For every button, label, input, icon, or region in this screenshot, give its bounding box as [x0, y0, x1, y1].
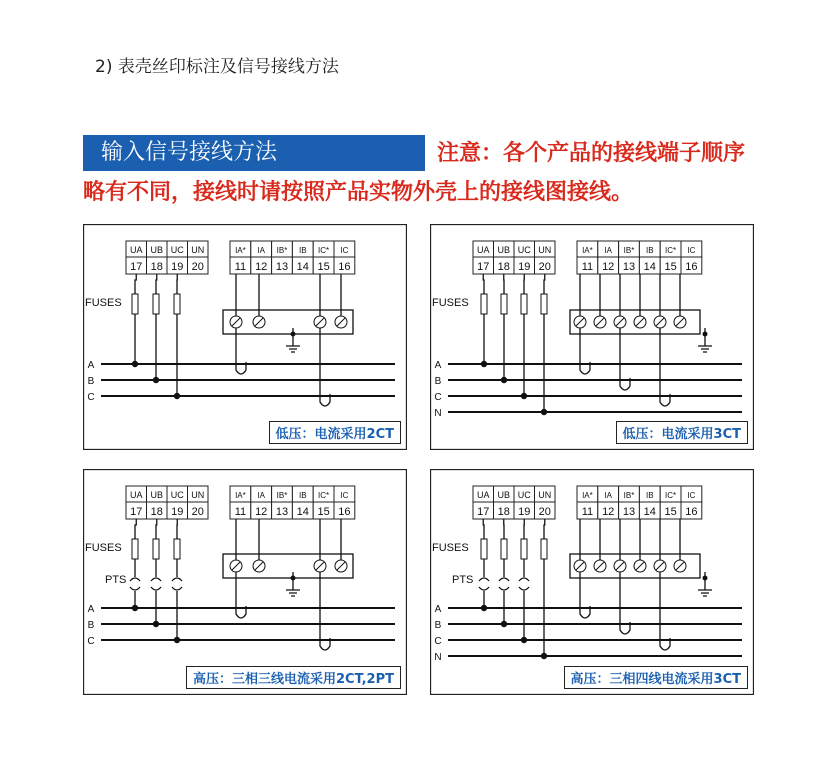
current-terminal-number: 15: [664, 506, 677, 518]
fuse-symbol: [132, 539, 138, 559]
fuse-symbol: [153, 294, 159, 314]
phase-label: B: [434, 376, 442, 387]
voltage-terminal-number: 18: [150, 261, 163, 273]
voltage-terminal-label: UC: [517, 245, 531, 255]
current-terminal-label: IC: [687, 491, 696, 500]
phase-label: N: [434, 652, 442, 663]
page-heading: 2) 表壳丝印标注及信号接线方法: [95, 57, 339, 77]
pts-label: PTS: [452, 574, 474, 586]
voltage-terminal-number: 20: [538, 261, 551, 273]
junction-dot: [291, 576, 296, 581]
junction-dot: [291, 332, 296, 337]
phase-label: C: [87, 636, 95, 647]
current-terminal-label: IA*: [235, 491, 246, 500]
diagram-caption: 高压：三相三线电流采用2CT,2PT: [186, 666, 401, 689]
junction-dot: [541, 409, 547, 415]
voltage-terminal-label: UN: [191, 490, 205, 500]
current-terminal-number: 11: [234, 506, 247, 518]
current-terminal-number: 13: [622, 506, 636, 518]
diagram-caption: 低压：电流采用3CT: [616, 421, 748, 444]
current-terminal-number: 15: [317, 506, 330, 518]
junction-dot: [481, 605, 487, 611]
current-terminal-number: 16: [685, 506, 698, 518]
current-terminal-number: 15: [317, 261, 330, 273]
voltage-terminal-number: 18: [150, 506, 163, 518]
voltage-wire: [544, 274, 545, 294]
phase-label: C: [87, 392, 95, 403]
voltage-terminal-label: UA: [129, 490, 143, 500]
current-terminal-number: 15: [664, 261, 677, 273]
current-terminal-number: 12: [602, 506, 615, 518]
current-terminal-label: IB*: [276, 491, 288, 500]
voltage-wire: [483, 519, 484, 539]
section-banner: 输入信号接线方法: [83, 135, 425, 171]
voltage-terminal-label: UB: [150, 245, 164, 255]
current-terminal-label: IA: [257, 246, 265, 255]
voltage-terminal-number: 19: [518, 261, 531, 273]
current-terminal-label: IC: [340, 246, 349, 255]
current-terminal-label: IA*: [235, 246, 246, 255]
junction-dot: [501, 377, 507, 383]
junction-dot: [501, 621, 507, 627]
current-terminal-number: 12: [255, 506, 268, 518]
current-terminal-number: 14: [296, 261, 309, 273]
voltage-wire: [483, 274, 484, 294]
junction-dot: [174, 393, 180, 399]
fuse-symbol: [153, 539, 159, 559]
current-terminal-label: IB*: [623, 246, 635, 255]
current-terminal-label: IA*: [582, 491, 593, 500]
diagram-svg: [83, 469, 407, 695]
junction-dot: [153, 377, 159, 383]
current-terminal-label: IB*: [276, 246, 288, 255]
voltage-terminal-number: 20: [191, 261, 204, 273]
notice-line-1: 注意：各个产品的接线端子顺序: [437, 141, 746, 166]
voltage-terminal-label: UC: [170, 490, 184, 500]
diagram-svg: [430, 469, 754, 695]
fuse-symbol: [481, 539, 487, 559]
current-terminal-number: 16: [338, 506, 351, 518]
fuses-label: FUSES: [85, 297, 122, 309]
fuse-symbol: [521, 539, 527, 559]
voltage-terminal-number: 20: [538, 506, 551, 518]
current-terminal-label: IC: [340, 491, 349, 500]
junction-dot: [174, 637, 180, 643]
fuse-symbol: [541, 539, 547, 559]
current-terminal-label: IA: [257, 491, 265, 500]
voltage-terminal-number: 17: [477, 261, 490, 273]
current-terminal-number: 13: [622, 261, 636, 273]
current-terminal-label: IC: [687, 246, 696, 255]
voltage-terminal-label: UB: [150, 490, 164, 500]
fuse-symbol: [501, 539, 507, 559]
voltage-terminal-number: 17: [477, 506, 490, 518]
junction-dot: [521, 637, 527, 643]
junction-dot: [703, 332, 708, 337]
phase-label: A: [87, 604, 95, 615]
voltage-terminal-number: 18: [497, 506, 510, 518]
voltage-terminal-label: UC: [517, 490, 531, 500]
phase-label: A: [434, 360, 442, 371]
fuses-label: FUSES: [432, 297, 469, 309]
fuse-symbol: [501, 294, 507, 314]
voltage-terminal-number: 19: [171, 261, 184, 273]
current-terminal-label: IC*: [665, 246, 677, 255]
phase-label: A: [87, 360, 95, 371]
current-terminal-label: IB: [299, 491, 307, 500]
voltage-terminal-label: UN: [538, 245, 552, 255]
diagram-caption: 低压：电流采用2CT: [269, 421, 401, 444]
fuse-symbol: [521, 294, 527, 314]
diagram-lv-2ct: [83, 224, 407, 450]
voltage-terminal-label: UN: [538, 490, 552, 500]
voltage-terminal-label: UB: [497, 490, 511, 500]
current-terminal-label: IB: [646, 246, 654, 255]
current-terminal-label: IC*: [318, 246, 330, 255]
phase-label: C: [434, 636, 442, 647]
voltage-terminal-label: UB: [497, 245, 511, 255]
phase-label: B: [87, 620, 95, 631]
voltage-wire: [156, 274, 157, 294]
current-terminal-number: 13: [275, 506, 289, 518]
voltage-terminal-label: UN: [191, 245, 205, 255]
junction-dot: [481, 361, 487, 367]
current-terminal-label: IA: [604, 246, 612, 255]
voltage-terminal-number: 20: [191, 506, 204, 518]
current-terminal-number: 11: [581, 506, 594, 518]
voltage-terminal-number: 17: [130, 261, 143, 273]
current-terminal-number: 14: [296, 506, 309, 518]
current-terminal-label: IA: [604, 491, 612, 500]
current-terminal-label: IB*: [623, 491, 635, 500]
fuse-symbol: [174, 539, 180, 559]
voltage-terminal-number: 19: [171, 506, 184, 518]
fuses-label: FUSES: [85, 542, 122, 554]
junction-dot: [521, 393, 527, 399]
phase-label: B: [434, 620, 442, 631]
diagram-lv-3ct: [430, 224, 754, 450]
current-terminal-number: 11: [581, 261, 594, 273]
pts-label: PTS: [105, 574, 127, 586]
fuse-symbol: [132, 294, 138, 314]
fuse-symbol: [541, 294, 547, 314]
current-terminal-label: IA*: [582, 246, 593, 255]
current-terminal-number: 12: [602, 261, 615, 273]
current-terminal-number: 11: [234, 261, 247, 273]
diagram-hv-3ct: [430, 469, 754, 695]
current-terminal-number: 14: [643, 506, 656, 518]
diagram-svg: [83, 224, 407, 450]
notice-line-2: 略有不同，接线时请按照产品实物外壳上的接线图接线。: [83, 180, 634, 205]
voltage-terminal-label: UA: [129, 245, 143, 255]
diagram-hv-2ct-2pt: [83, 469, 407, 695]
voltage-wire: [544, 519, 545, 539]
junction-dot: [541, 653, 547, 659]
phase-label: A: [434, 604, 442, 615]
voltage-terminal-number: 17: [130, 506, 143, 518]
phase-label: N: [434, 408, 442, 419]
junction-dot: [132, 605, 138, 611]
phase-label: B: [87, 376, 95, 387]
current-terminal-label: IB: [299, 246, 307, 255]
current-terminal-number: 16: [338, 261, 351, 273]
phase-label: C: [434, 392, 442, 403]
diagram-caption: 高压：三相四线电流采用3CT: [564, 666, 748, 689]
fuses-label: FUSES: [432, 542, 469, 554]
diagram-svg: [430, 224, 754, 450]
voltage-wire: [156, 519, 157, 539]
junction-dot: [132, 361, 138, 367]
junction-dot: [703, 576, 708, 581]
voltage-terminal-label: UC: [170, 245, 184, 255]
current-terminal-number: 14: [643, 261, 656, 273]
fuse-symbol: [481, 294, 487, 314]
fuse-symbol: [174, 294, 180, 314]
voltage-terminal-number: 19: [518, 506, 531, 518]
voltage-terminal-number: 18: [497, 261, 510, 273]
current-terminal-number: 13: [275, 261, 289, 273]
junction-dot: [153, 621, 159, 627]
voltage-terminal-label: UA: [476, 490, 490, 500]
current-terminal-number: 16: [685, 261, 698, 273]
current-terminal-number: 12: [255, 261, 268, 273]
current-terminal-label: IC*: [318, 491, 330, 500]
current-terminal-label: IB: [646, 491, 654, 500]
current-terminal-label: IC*: [665, 491, 677, 500]
voltage-terminal-label: UA: [476, 245, 490, 255]
